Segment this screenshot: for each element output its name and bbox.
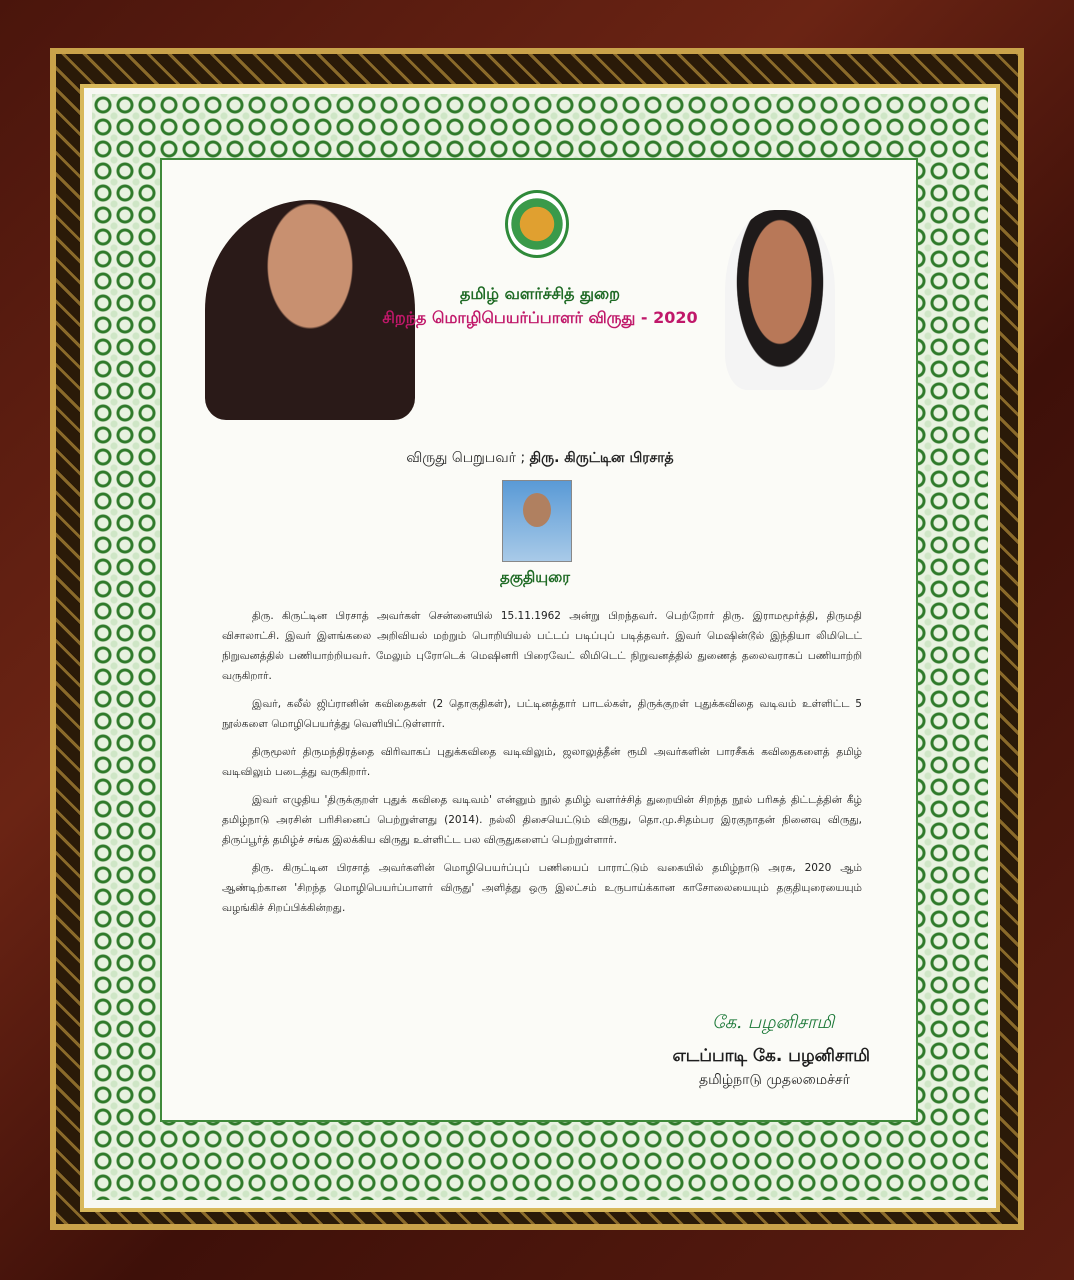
signer-name: எடப்பாடி கே. பழனிசாமி [672,1046,870,1066]
signature: கே. பழனிசாமி [712,1012,835,1033]
award-title: சிறந்த மொழிபெயர்ப்பாளர் விருது - 2020 [382,308,698,327]
citation-paragraph: திரு. கிருட்டின பிரசாத் அவர்கள் சென்னையில் 15.11.1962 அன்று பிறந்தவர். பெற்றோர் திரு. இராமமூர்த்தி, திருமதி விசாலாட்சி. இவர் இளங்கலை அறிவியல் மற்றும் பொறியியல் பட்டப் படிப்புப் படித்தவர். இவர் மெஷின்டூல் இந்தியா லிமிடெட் நிறுவனத்தில் பணியாற்றியவர். மேலும் புரோடெக் மெஷினரி பிரைவேட் லிமிடெட் நிறுவனத்தில் துணைத் தலைவராகப் பணியாற்றி வருகிறார். [222,610,862,682]
recipient-photo [502,480,572,562]
department-title: தமிழ் வளர்ச்சித் துறை [459,284,620,303]
signer-title: தமிழ்நாடு முதலமைச்சர் [698,1072,850,1088]
citation-paragraph: திரு. கிருட்டின பிரசாத் அவர்களின் மொழிபெயர்ப்புப் பணியைப் பாராட்டும் வகையில் தமிழ்நாடு அரசு, 2020 ஆம் ஆண்டிற்கான 'சிறந்த மொழிபெயர்ப்பாளர் விருது' அளித்து ஒரு இலட்சம் உருபாய்க்கான காசோலையையும் தகுதியுரையையும் வழங்கிச் சிறப்பிக்கின்றது. [222,862,862,914]
citation-body [222,606,862,926]
recipient-line [330,450,750,468]
citation-paragraph: திருமூலர் திருமந்திரத்தை விரிவாகப் புதுக்கவிதை வடிவிலும், ஜலாலுத்தீன் ரூமி அவர்களின் பாரசீகக் கவிதைகளைத் தமிழ் வடிவிலும் படைத்து வருகிறார். [222,746,862,778]
government-emblem-icon [505,190,569,258]
portrait-right [725,210,835,390]
recipient-name: திரு. கிருட்டின பிரசாத் [529,450,674,466]
citation-paragraph: இவர், கலீல் ஜிப்ரானின் கவிதைகள் (2 தொகுதிகள்), பட்டினத்தார் பாடல்கள், திருக்குறள் புதுக்கவிதை வடிவம் உள்ளிட்ட 5 நூல்களை மொழிபெயர்த்து வெளியிட்டுள்ளார். [222,698,862,730]
citation-heading: தகுதியுரை [499,568,571,586]
citation-paragraph: இவர் எழுதிய 'திருக்குறள் புதுக் கவிதை வடிவம்' என்னும் நூல் தமிழ் வளர்ச்சித் துறையின் சிறந்த நூல் பரிசுத் திட்டத்தின் கீழ் தமிழ்நாடு அரசின் பரிசினைப் பெற்றுள்ளது (2014). நல்லி திசையெட்டும் விருது, தொ.மு.சிதம்பர இரகுநாதன் நினைவு விருது, திருப்பூர்த் தமிழ்ச் சங்க இலக்கிய விருது உள்ளிட்ட பல விருதுகளைப் பெற்றுள்ளார். [222,794,862,846]
recipient-label: விருது பெறுபவர் ; [406,450,526,466]
